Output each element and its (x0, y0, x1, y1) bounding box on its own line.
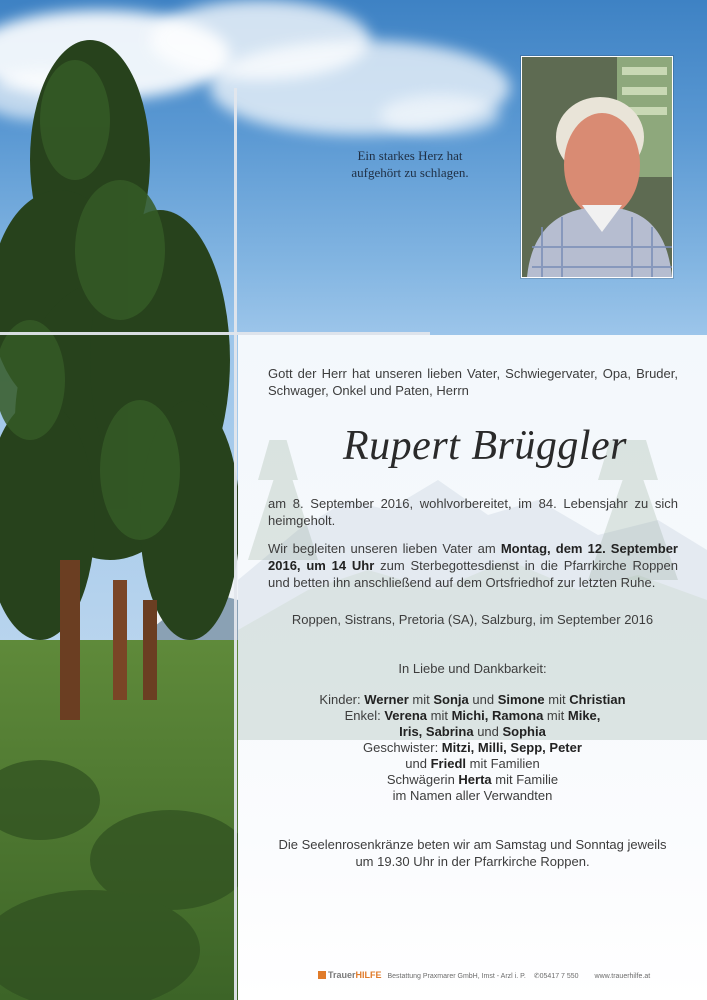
funeral-text-pre: Wir begleiten unseren lieben Vater am (268, 541, 501, 556)
rosary-line-1: Die Seelenrosenkränze beten wir am Samstag und Sonntag jeweils (278, 837, 667, 852)
family-list (238, 692, 707, 804)
trauerhilfe-logo-icon (318, 971, 326, 979)
intro-text: Gott der Herr hat unseren lieben Vater, Schwiegervater, Opa, Bruder, Schwager, Onkel und Paten, Herrn (268, 366, 678, 398)
quote-line-2: aufgehört zu schlagen. (351, 165, 469, 180)
portrait-photo (521, 56, 673, 278)
funeral-date-time: Montag, dem 12. September 2016, um 14 Uhr (268, 541, 678, 573)
love-gratitude-line: In Liebe und Dankbarkeit: (398, 661, 547, 676)
cross-vertical-line (234, 88, 237, 1000)
rosary-info (238, 836, 707, 870)
family-siblings-line-1: Geschwister: Mitzi, Milli, Sepp, Peter (363, 740, 582, 755)
cross-horizontal-line (0, 332, 430, 335)
rosary-line-2: um 19.30 Uhr in der Pfarrkirche Roppen. (355, 854, 590, 869)
place-date-line: Roppen, Sistrans, Pretoria (SA), Salzburg, im September 2016 (291, 612, 654, 627)
footer (318, 970, 704, 982)
footer-phone: ✆05417 7 550 (533, 973, 579, 980)
family-siblings-line-2: und Friedl mit Familien (405, 756, 540, 771)
funeral-text-post: zum Sterbegottesdienst in die Pfarrkirche Roppen und betten ihn anschließend auf dem Ortsfriedhof zur letzten Ruhe. (268, 558, 678, 590)
footer-brand: TrauerHILFE (328, 970, 382, 980)
deceased-name: Rupert Brüggler (343, 423, 627, 469)
family-relatives-line: im Namen aller Verwandten (392, 788, 553, 803)
funeral-info-text (268, 540, 678, 591)
family-grandchildren-line-2: Iris, Sabrina und Sophia (399, 724, 546, 739)
footer-website[interactable]: www.trauerhilfe.at (594, 973, 651, 980)
death-notice-text: am 8. September 2016, wohlvorbereitet, im 84. Lebensjahr zu sich heimgeholt. (268, 496, 678, 528)
family-sister-in-law-line: Schwägerin Herta mit Familie (386, 772, 559, 787)
quote-line-1: Ein starkes Herz hat (357, 148, 463, 163)
family-grandchildren-line-1: Enkel: Verena mit Michi, Ramona mit Mike, (344, 708, 601, 723)
family-children-line: Kinder: Werner mit Sonja und Simone mit Christian (319, 692, 626, 707)
footer-company: Bestattung Praxmarer GmbH, Imst - Arzl i. P. (387, 973, 526, 980)
tree-landscape-image (0, 0, 238, 1000)
memorial-quote (320, 147, 500, 181)
